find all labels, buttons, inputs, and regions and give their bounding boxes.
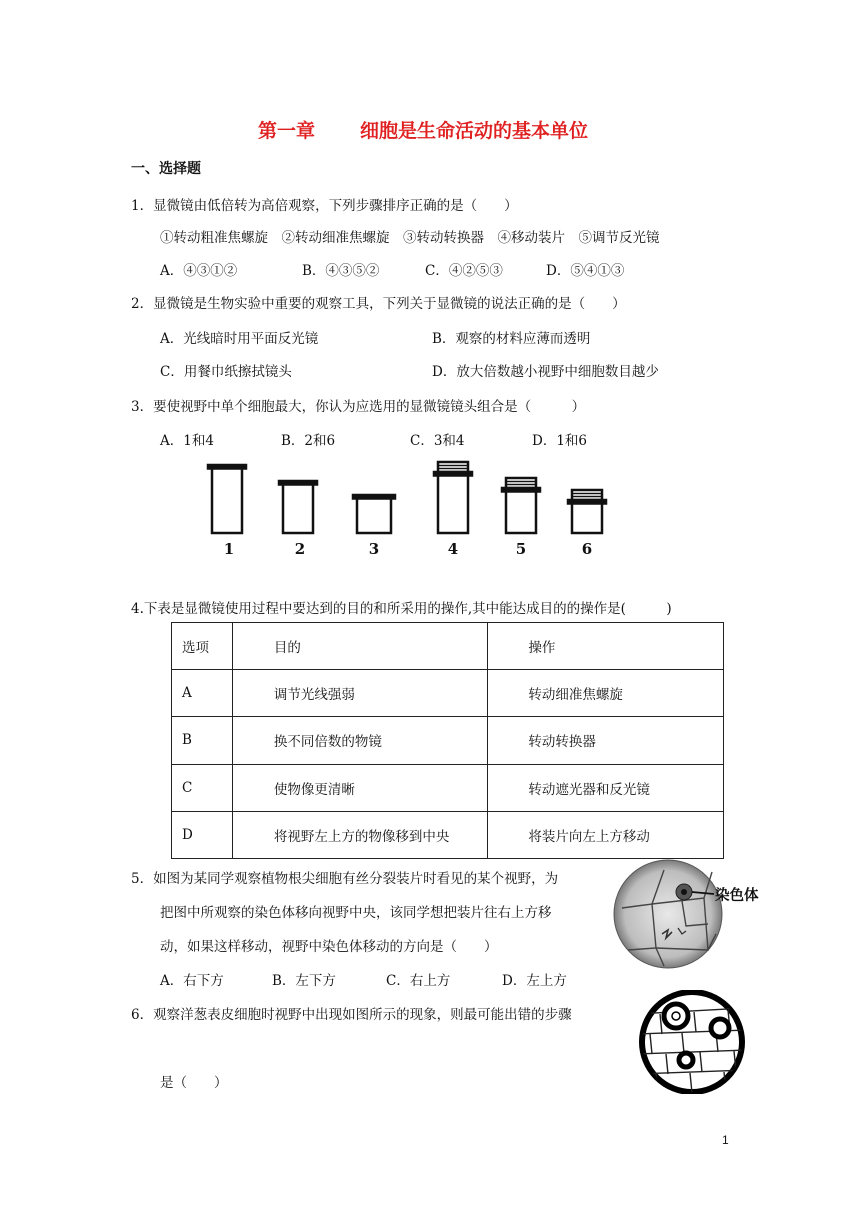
lens-label-5: 5 xyxy=(515,540,527,558)
onion-cells-figure xyxy=(636,990,748,1094)
table-header-row xyxy=(172,623,724,670)
row-a-operation: 转动细准焦螺旋 xyxy=(488,670,724,717)
chromosome-label: 染色体 xyxy=(715,888,759,904)
q5-option-a: A．右下方 xyxy=(160,973,224,989)
root-tip-figure xyxy=(612,858,772,978)
q2-option-b: B．观察的材料应薄而透明 xyxy=(432,331,591,347)
eyepiece-1 xyxy=(208,465,246,533)
q3-option-b: B．2和6 xyxy=(281,433,336,449)
q2-stem: 2．显微镜是生物实验中重要的观察工具，下列关于显微镜的说法正确的是（ ） xyxy=(131,296,626,312)
header-option: 选项 xyxy=(172,623,233,670)
q3-option-a: A．1和4 xyxy=(160,433,214,449)
lens-figure xyxy=(190,455,620,565)
eyepiece-3 xyxy=(353,495,395,533)
row-c-purpose: 使物像更清晰 xyxy=(232,764,488,811)
header-purpose: 目的 xyxy=(232,623,488,670)
q5-option-c: C．右上方 xyxy=(386,973,451,989)
q2-option-a: A．光线暗时用平面反光镜 xyxy=(160,331,319,347)
row-a-option: A xyxy=(172,670,233,717)
q1-stem: 1．显微镜由低倍转为高倍观察，下列步骤排序正确的是（ ） xyxy=(131,198,518,214)
table-row xyxy=(172,764,724,811)
objective-4 xyxy=(434,462,472,533)
q3-option-c: C．3和4 xyxy=(410,433,465,449)
q6-line-2: 是（ ） xyxy=(160,1075,228,1091)
table-row xyxy=(172,670,724,717)
q6-line-1: 6．观察洋葱表皮细胞时视野中出现如图所示的现象，则最可能出错的步骤 xyxy=(131,1007,572,1023)
section-heading: 一、选择题 xyxy=(131,161,201,177)
table-row xyxy=(172,811,724,858)
q3-stem: 3．要使视野中单个细胞最大，你认为应选用的显微镜镜头组合是（ ） xyxy=(131,399,586,415)
q1-option-b: B．④③⑤② xyxy=(302,263,380,279)
header-operation: 操作 xyxy=(488,623,724,670)
row-c-operation: 转动遮光器和反光镜 xyxy=(488,764,724,811)
row-b-purpose: 换不同倍数的物镜 xyxy=(232,717,488,764)
q1-option-c: C．④②⑤③ xyxy=(425,263,503,279)
q1-option-a: A．④③①② xyxy=(160,263,238,279)
q5-line-3: 动，如果这样移动，视野中染色体移动的方向是（ ） xyxy=(160,939,498,955)
objective-6 xyxy=(568,490,606,533)
lens-label-1: 1 xyxy=(223,540,235,558)
row-a-purpose: 调节光线强弱 xyxy=(232,670,488,717)
eyepiece-2 xyxy=(279,481,317,533)
table-row xyxy=(172,717,724,764)
row-b-option: B xyxy=(172,717,233,764)
q5-line-2: 把图中所观察的染色体移向视野中央，该同学想把装片往右上方移 xyxy=(160,905,552,921)
row-d-purpose: 将视野左上方的物像移到中央 xyxy=(232,811,488,858)
q1-steps: ①转动粗准焦螺旋 ②转动细准焦螺旋 ③转动转换器 ④移动装片 ⑤调节反光镜 xyxy=(160,230,660,246)
lens-label-2: 2 xyxy=(294,540,306,558)
lens-label-6: 6 xyxy=(581,540,593,558)
q5-option-b: B．左下方 xyxy=(272,973,336,989)
q1-option-d: D．⑤④①③ xyxy=(546,263,625,279)
page-number: 1 xyxy=(722,1133,729,1147)
lens-label-3: 3 xyxy=(368,540,380,558)
objective-5 xyxy=(502,478,540,533)
q2-option-d: D．放大倍数越小视野中细胞数目越少 xyxy=(432,364,659,380)
chapter-number: 第一章 xyxy=(258,120,316,142)
lens-label-4: 4 xyxy=(447,540,459,558)
row-d-option: D xyxy=(172,811,233,858)
chapter-title: 细胞是生命活动的基本单位 xyxy=(360,120,589,142)
q4-stem: 4.下表是显微镜使用过程中要达到的目的和所采用的操作,其中能达成目的的操作是( ) xyxy=(131,601,672,617)
q2-option-c: C．用餐巾纸擦拭镜头 xyxy=(160,364,292,380)
q4-table xyxy=(171,622,724,859)
q5-line-1: 5．如图为某同学观察植物根尖细胞有丝分裂装片时看见的某个视野，为 xyxy=(131,871,559,887)
q3-option-d: D．1和6 xyxy=(532,433,588,449)
row-d-operation: 将装片向左上方移动 xyxy=(488,811,724,858)
row-b-operation: 转动转换器 xyxy=(488,717,724,764)
q5-option-d: D．左上方 xyxy=(502,973,567,989)
row-c-option: C xyxy=(172,764,233,811)
